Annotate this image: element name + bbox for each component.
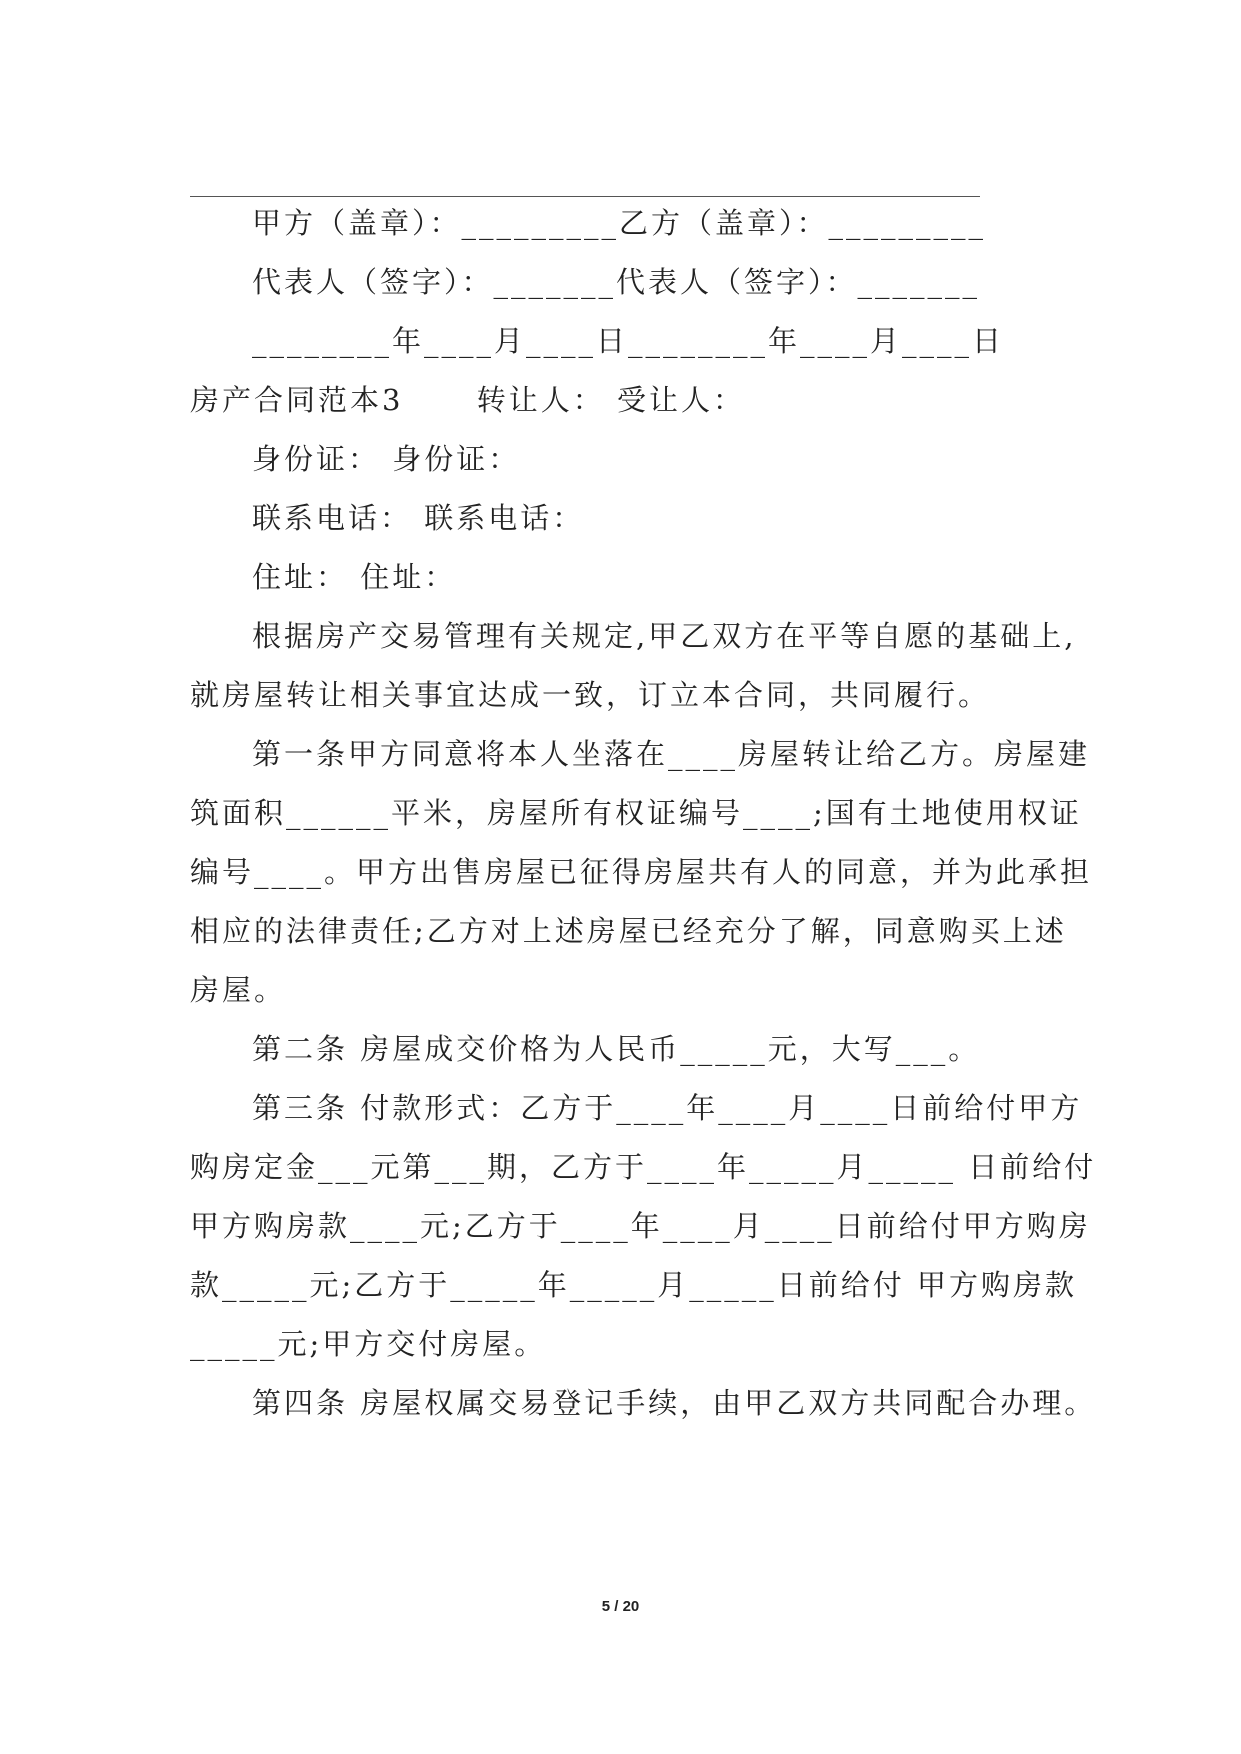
paragraph-line: 编号____。甲方出售房屋已征得房屋共有人的同意，并为此承担 <box>190 855 1093 889</box>
top-divider <box>190 196 980 197</box>
paragraph-line: 房屋。 <box>190 973 287 1007</box>
paragraph-line: 第四条 房屋权属交易登记手续，由甲乙双方共同配合办理。 <box>252 1386 1097 1420</box>
paragraph-line: 购房定金___元第___期，乙方于____年_____月_____ 日前给付 <box>190 1150 1097 1184</box>
paragraph-line: 第二条 房屋成交价格为人民币_____元，大写___。 <box>252 1032 981 1066</box>
paragraph-line: 第三条 付款形式：乙方于____年____月____日前给付甲方 <box>252 1091 1083 1125</box>
date-line: ________年____月____日________年____月____日 <box>252 324 1005 358</box>
paragraph-line: 相应的法律责任;乙方对上述房屋已经充分了解，同意购买上述 <box>190 914 1067 948</box>
contract-title-line: 房产合同范本3 转让人： 受让人： <box>190 383 745 417</box>
id-card-line: 身份证： 身份证： <box>252 442 521 476</box>
paragraph-line: _____元;甲方交付房屋。 <box>190 1327 547 1361</box>
paragraph-line: 就房屋转让相关事宜达成一致，订立本合同，共同履行。 <box>190 678 991 712</box>
paragraph-line: 筑面积______平米，房屋所有权证编号____;国有土地使用权证 <box>190 796 1082 830</box>
phone-line: 联系电话： 联系电话： <box>252 501 585 535</box>
representative-signature-line: 代表人（签字）：_______代表人（签字）：_______ <box>252 265 981 299</box>
page-number: 5 / 20 <box>601 1598 640 1615</box>
paragraph-line: 根据房产交易管理有关规定,甲乙双方在平等自愿的基础上, <box>252 619 1077 653</box>
paragraph-line: 款_____元;乙方于_____年_____月_____日前给付 甲方购房款 <box>190 1268 1077 1302</box>
paragraph-line: 甲方购房款____元;乙方于____年____月____日前给付甲方购房 <box>190 1209 1091 1243</box>
paragraph-line: 第一条甲方同意将本人坐落在____房屋转让给乙方。房屋建 <box>252 737 1091 771</box>
address-line: 住址： 住址： <box>252 560 457 594</box>
party-seal-line: 甲方（盖章）：_________乙方（盖章）：_________ <box>252 206 987 240</box>
